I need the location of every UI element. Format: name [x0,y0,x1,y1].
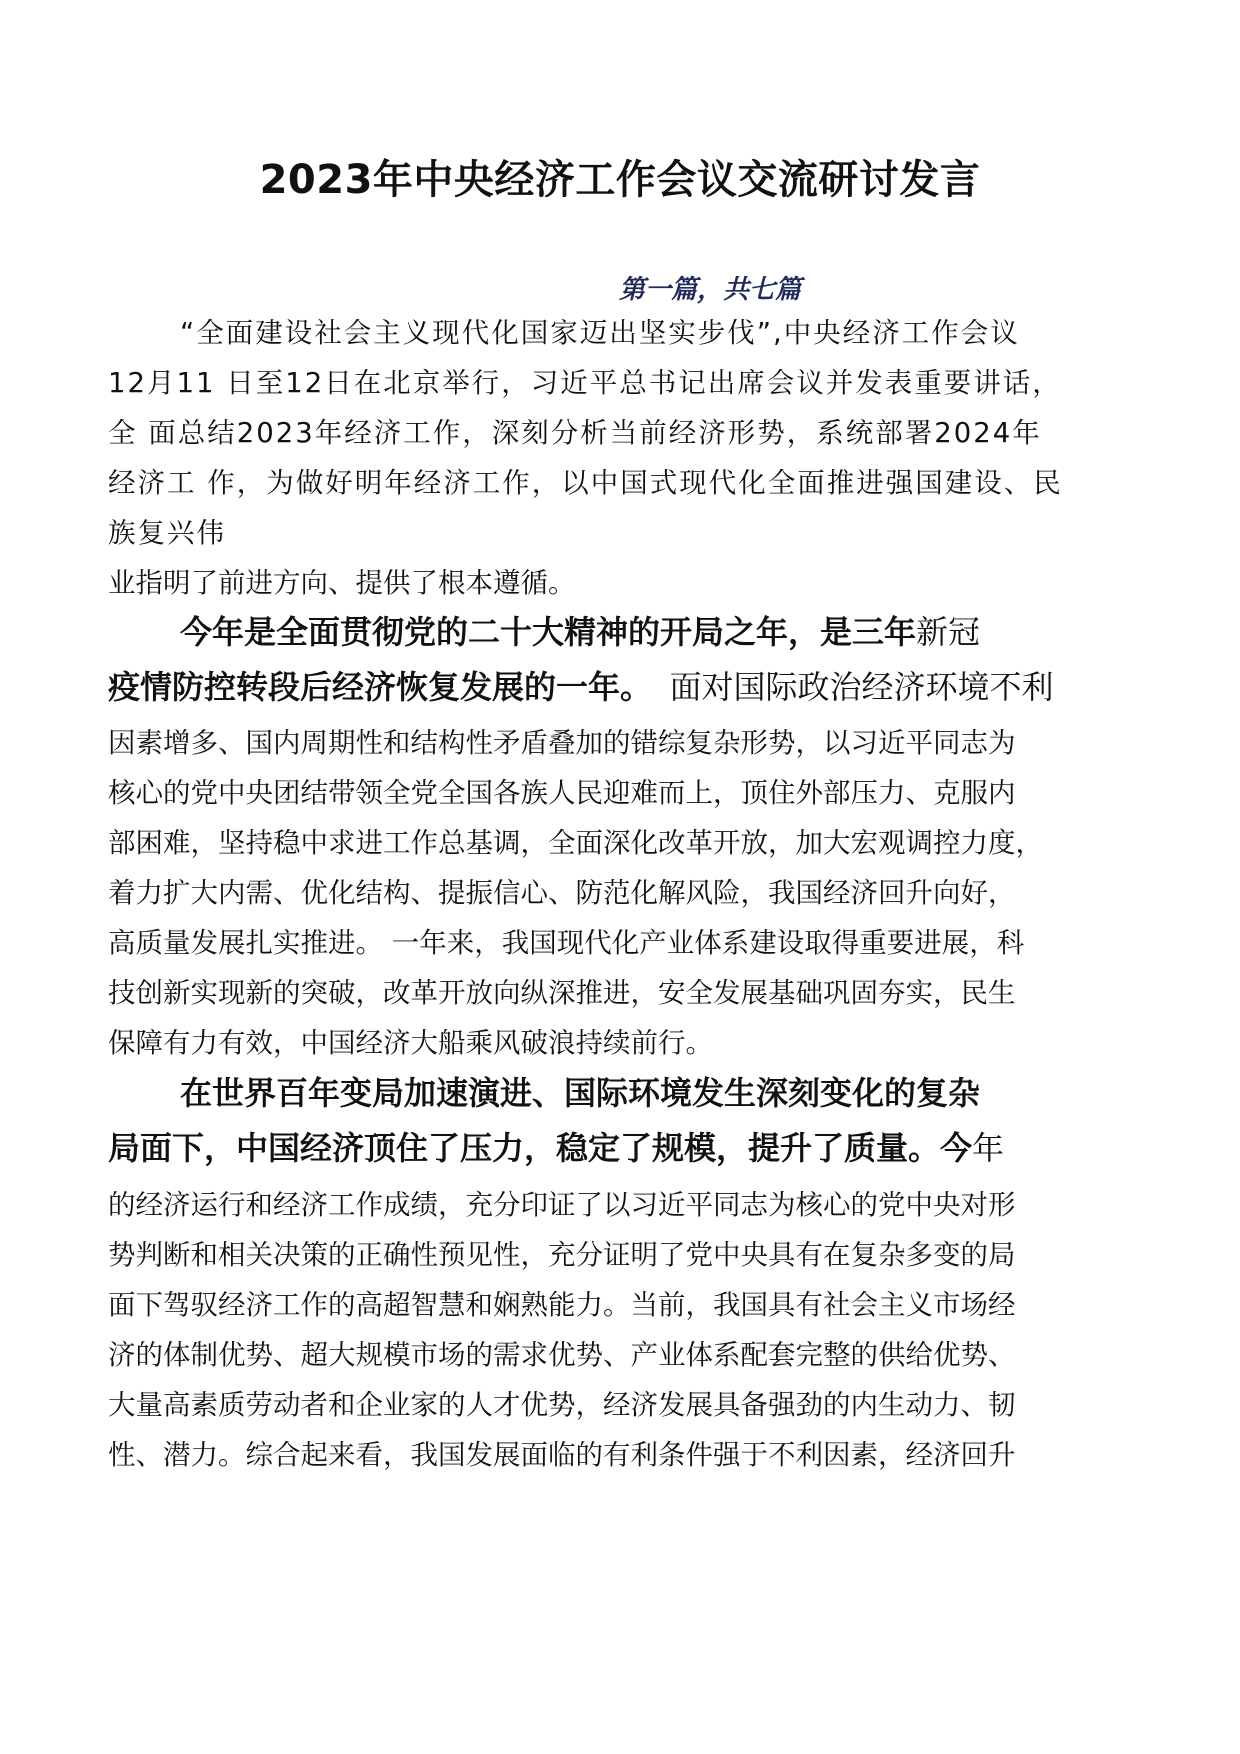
paragraph-2-lead-line [180,612,980,654]
paragraph-3-line: 大量高素质劳动者和企业家的人才优势，经济发展具备强劲的内生动力、韧 [108,1389,1016,1421]
paragraph-2-line: 高质量发展扎实推进。 一年来，我国现代化产业体系建设取得重要进展，科 [108,927,1025,959]
paragraph-2-lead-line [108,667,1054,709]
paragraph-3-lead-bold: 在世界百年变局加速演进、国际环境发生深刻变化的复杂 [180,1074,981,1112]
paragraph-2-lead-tail: 面对国际政治经济环境不利 [669,668,1054,706]
paragraph-3-line: 性、潜力。综合起来看，我国发展面临的有利条件强于不利因素，经济回升 [108,1439,1016,1471]
paragraph-3-line: 面下驾驭经济工作的高超智慧和娴熟能力。当前，我国具有社会主义市场经 [108,1289,1016,1321]
paragraph-3-line: 济的体制优势、超大规模市场的需求优势、产业体系配套完整的供给优势、 [108,1339,1016,1371]
paragraph-3-lead-line [180,1073,980,1115]
paragraph-2-lead-bold: 疫情防控转段后经济恢复发展的一年。 [108,668,653,706]
paragraph-3-lead-tail: 年 [972,1129,1005,1167]
paragraph-3-line: 势判断和相关决策的正确性预见性，充分证明了党中央具有在复杂多变的局 [108,1239,1016,1271]
paragraph-2-line: 部困难，坚持稳中求进工作总基调，全面深化改革开放，加大宏观调控力度， [108,827,1043,859]
paragraph-2-lead-tail: 新冠 [916,613,981,651]
paragraph-1-line: “全面建设社会主义现代化国家迈出坚实步伐”,中央经济工作会议 [180,317,1020,349]
document-title: 2023年中央经济工作会议交流研讨发言 [259,157,981,203]
paragraph-1-line: 经济工 作，为做好明年经济工作，以中国式现代化全面推进强国建设、民 [108,467,1063,499]
paragraph-1-line: 族复兴伟 [108,517,226,549]
paragraph-2-line: 核心的党中央团结带领全党全国各族人民迎难而上，顶住外部压力、克服内 [108,777,1016,809]
paragraph-3-line: 的经济运行和经济工作成绩，充分印证了以习近平同志为核心的党中央对形 [108,1189,1016,1221]
paragraph-2-line: 因素增多、国内周期性和结构性矛盾叠加的错综复杂形势，以习近平同志为 [108,727,1016,759]
document-subtitle: 第一篇，共七篇 [618,275,801,305]
paragraph-1-line: 业指明了前进方向、提供了根本遵循。 [108,567,576,599]
paragraph-2-line: 技创新实现新的突破，改革开放向纵深推进，安全发展基础巩固夯实，民生 [108,977,1016,1009]
paragraph-2-line: 保障有力有效，中国经济大船乘风破浪持续前行。 [108,1027,713,1059]
paragraph-2-lead-bold: 今年是全面贯彻党的二十大精神的开局之年，是三年 [180,613,917,651]
paragraph-1-line: 全 面总结2023年经济工作，深刻分析当前经济形势，系统部署2024年 [108,417,1042,449]
paragraph-1-line: 12月11 日至12日在北京举行，习近平总书记出席会议并发表重要讲话， [108,367,1062,399]
paragraph-2-line: 着力扩大内需、优化结构、提振信心、防范化解风险，我国经济回升向好， [108,877,1016,909]
paragraph-3-lead-line [108,1128,1004,1170]
paragraph-3-lead-bold: 局面下，中国经济顶住了压力，稳定了规模，提升了质量。今 [108,1129,973,1167]
